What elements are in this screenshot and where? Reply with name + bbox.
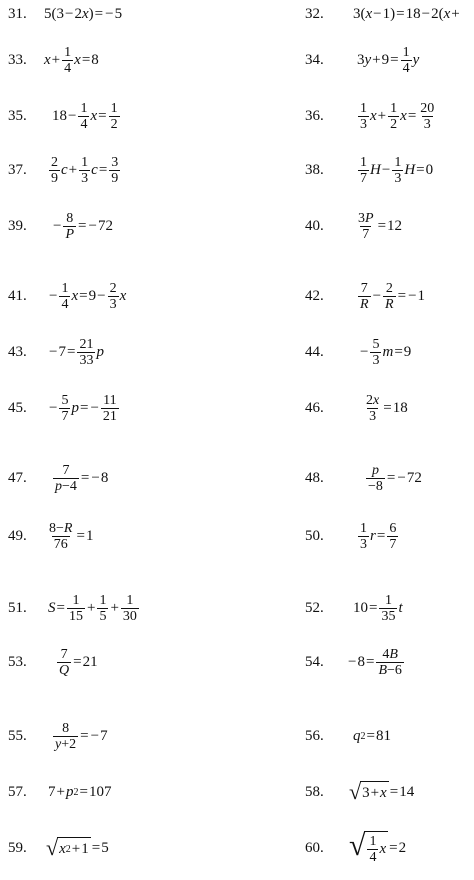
problem-number: 49. [8,527,27,544]
equation: $\frac{7}{Q}$ = 21 [59,646,98,678]
equation: $\frac{7}{p-4}$ = − 8 [55,462,109,494]
problem-number: 55. [8,727,27,744]
problem-35 [8,96,121,136]
problem-number: 56. [305,727,324,744]
problem-number: 34. [305,51,324,68]
problem-number: 46. [305,399,324,416]
problem-51 [8,588,140,628]
equation: 5(3 − 2 x ) = − 5 [44,5,123,22]
equation: 1 3 x + $\frac{1}{2}$ x = $\frac{20}{3}$ [360,100,435,132]
problem-number: 36. [305,107,324,124]
equation: q 2 = 81 [353,727,391,744]
problem-42 [305,276,425,316]
problem-number: 31. [8,5,27,22]
problem-number: 32. [305,5,324,22]
problem-number: 39. [8,217,27,234]
problem-53 [8,642,98,682]
problem-49 [8,516,93,556]
equation: 2 9 c + $\frac{1}{3}$ c = $\frac{3}{9}$ [51,154,119,186]
problem-31 [8,0,122,34]
problem-number: 38. [305,161,324,178]
problem-45 [8,388,120,428]
problem-number: 43. [8,343,27,360]
problem-number: 37. [8,161,27,178]
problem-59 [8,828,109,868]
equation: − 8 = $\frac{4B}{B-6}$ [348,646,402,678]
problem-47 [8,458,108,498]
equation: 3( x − 1) = 18 − 2( x + [353,5,460,22]
problem-52 [305,588,403,628]
problem-number: 59. [8,839,27,856]
equation: $\frac{p}{-8}$ = − 72 [368,462,422,494]
problem-44 [305,332,411,372]
problem-40 [305,206,402,246]
problem-37 [8,150,121,190]
equation: $\frac{8-R}{76}$ = 1 [49,520,94,552]
problem-58 [305,772,414,812]
equation: 1 7 H − $\frac{1}{3}$ H = 0 [360,154,434,186]
problem-number: 58. [305,783,324,800]
problem-46 [305,388,408,428]
equation: x + $\frac{1}{4}$ x = 8 [44,44,99,76]
problem-56 [305,716,391,756]
problem-38 [305,150,433,190]
problem-number: 54. [305,653,324,670]
equation: √ x 2 + 1 = 5 [46,835,109,860]
equation: 18 − $\frac{1}{4}$ x = $\frac{1}{2}$ [52,100,118,132]
problem-number: 50. [305,527,324,544]
problem-55 [8,716,108,756]
problem-36 [305,96,437,136]
problem-number: 52. [305,599,324,616]
problem-48 [305,458,422,498]
equation: 3 y + 9 = $\frac{1}{4}$ y [357,44,420,76]
problem-33 [8,40,99,80]
problem-number: 40. [305,217,324,234]
equation: $\frac{8}{y+2}$ = − 7 [55,720,108,752]
equation: − $\frac{5}{3}$ m = 9 [360,336,412,368]
problem-number: 42. [305,287,324,304]
problem-number: 33. [8,51,27,68]
problem-41 [8,276,126,316]
equation: − $\frac{1}{4}$ x = 9 − $\frac{2}{3}$ x [49,280,127,312]
problem-34 [305,40,419,80]
problem-number: 60. [305,839,324,856]
problem-50 [305,516,399,556]
equation: − 7 = $\frac{21}{33}$ p [49,336,104,368]
problem-number: 57. [8,783,27,800]
equation: 10 = $\frac{1}{35}$ t [353,592,403,624]
equation: − $\frac{5}{7}$ p = − $\frac{11}{21}$ [49,392,117,424]
equation: 7 R − $\frac{2}{R}$ = − 1 [360,280,426,312]
problem-number: 44. [305,343,324,360]
problem-43 [8,332,104,372]
problem-number: 35. [8,107,27,124]
equation: √ 1 4 x = 2 [349,829,407,865]
problem-57 [8,772,111,812]
problem-32 [305,0,461,34]
problem-number: 53. [8,653,27,670]
equation: $\frac{3P}{7}$ = 12 [358,210,403,242]
equation: √ 3 + x = 14 [349,779,415,804]
problem-number: 47. [8,469,27,486]
problem-60 [305,828,406,868]
equation: 7 + p 2 = 107 [48,783,112,800]
equation: $\frac{2x}{3}$ = 18 [366,392,408,424]
equation: − $\frac{8}{P}$ = − 72 [53,210,113,242]
equation: S = $\frac{1}{15}$ + $\frac{1}{5}$ + $\frac{1}{30}$ [48,592,137,624]
equation: 1 3 r = $\frac{6}{7}$ [360,520,397,552]
problem-number: 48. [305,469,324,486]
problem-number: 51. [8,599,27,616]
problem-number: 45. [8,399,27,416]
problem-54 [305,642,405,682]
problem-39 [8,206,113,246]
problem-number: 41. [8,287,27,304]
